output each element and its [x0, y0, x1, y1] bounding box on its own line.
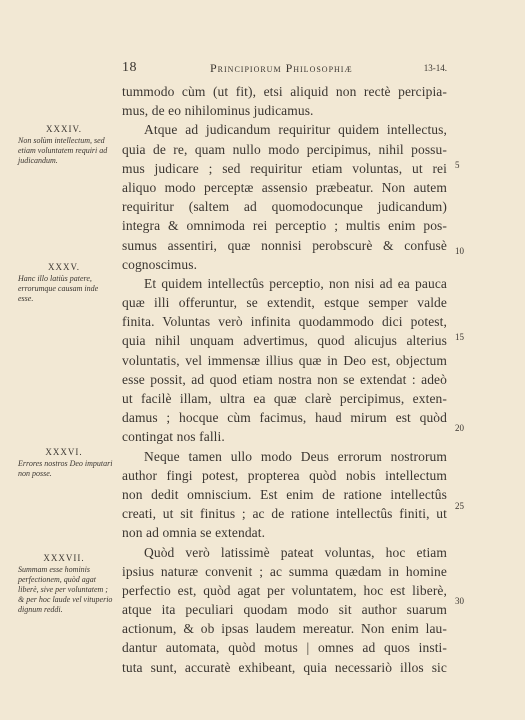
text-line: dantur automata, quòd motus | omnes ad quos insti- [122, 640, 447, 656]
line-number: 15 [455, 332, 464, 342]
text-line: Et quidem intellectûs perceptio, non nisi ad ea pauca [144, 275, 447, 291]
text-line: integra & omnimoda rei perceptio ; multis enim pos- [122, 218, 447, 234]
margin-note-text: Errores nostros Deo imputari non posse. [18, 459, 113, 478]
text-line: voluntatis, vel immensæ illius quæ in Deo est, objectum [122, 352, 447, 368]
text-line: non ad omnia se extendat. [122, 525, 266, 541]
margin-note-number: XXXVII. [43, 553, 85, 563]
margin-note-number: XXXVI. [45, 447, 83, 457]
page-header [122, 60, 447, 78]
text-line: tummodo cùm (ut fit), etsi aliquid non rectè percipia- [122, 84, 447, 99]
line-number: 5 [455, 160, 460, 170]
text-line: quia de re, quam nullo modo percipimus, nihil possu- [122, 141, 447, 157]
paragraph [122, 120, 447, 274]
text-line: damus ; hocque cùm facimus, haud mirum est quòd [122, 410, 447, 426]
text-line: esse possit, ad quod etiam nostra non se extendat : adeò [122, 371, 447, 387]
text-line: perfectio est, quòd agat per voluntatem, hoc est liberè, [122, 582, 447, 598]
line-number: 10 [455, 246, 464, 256]
margin-note-xxxvi [14, 447, 114, 479]
text-line: ipsius naturæ convenit ; ac summa quædam in homine [122, 563, 447, 579]
margin-note-text: Summam esse hominis perfectionem, quòd agat liberè, sive per voluntatem ; & per hoc laude vel vituperio dignum reddi. [18, 565, 113, 614]
text-line: cognoscimus. [122, 256, 198, 272]
text-line: mus judicare ; sed requiritur etiam voluntas, ut rei [122, 160, 447, 176]
paragraph [122, 82, 447, 120]
text-line: finita. Voluntas verò infinita quodammodo dici potest, [122, 314, 447, 330]
section-range: 13-14. [423, 63, 447, 73]
text-line: author fingi potest, propterea quòd nobis intellectum [122, 467, 447, 483]
text-line: requiritur (saltem ad quomodocunque judicandum) [122, 199, 447, 215]
margin-note-number: XXXV. [47, 262, 81, 272]
body-text [122, 82, 447, 677]
line-number: 30 [455, 596, 464, 606]
paragraph [122, 543, 447, 677]
paragraph [122, 274, 447, 447]
text-line: atque ita peculiari quodam modo sit author suarum [122, 602, 447, 618]
text-line: non dedit omniscium. Est enim de ratione intellectûs [122, 486, 447, 502]
line-number: 25 [455, 501, 464, 511]
margin-note-xxxv [14, 262, 114, 304]
margin-note-text: Non solùm intellectum, sed etiam voluntatem requiri ad judicandum. [18, 136, 108, 165]
margin-note-text: Hanc illo latiùs patere, errorumque causam inde esse. [18, 274, 99, 303]
paragraph [122, 447, 447, 543]
line-number: 20 [455, 423, 464, 433]
text-line: mus, de eo nihilominus judicamus. [122, 103, 314, 119]
text-line: sumus assentiri, quæ nonnisi perobscurè & confusè [122, 237, 447, 253]
text-line: actionum, & ob ipsas laudem mereatur. Non enim lau- [122, 621, 447, 637]
text-line: quæ illi offeruntur, se extendit, estque semper valde [122, 295, 447, 311]
text-line: creati, ut sit finitus ; ac de ratione intellectûs finiti, ut [122, 506, 447, 522]
text-line: contingat nos falli. [122, 429, 225, 445]
page-number: 18 [122, 60, 137, 75]
running-title: Principiorum Philosophiæ [210, 61, 353, 75]
text-line: quia nihil unquam advertimus, quod alicujus alterius [122, 333, 447, 349]
margin-note-xxxvii [14, 553, 114, 615]
text-line: Neque tamen ullo modo Deus errorum nostrorum [144, 448, 447, 464]
margin-note-xxxiv [14, 124, 114, 166]
text-line: Atque ad judicandum requiritur quidem intellectus, [144, 122, 447, 138]
text-line: aliquo modo perceptæ assensio præbeatur. Non autem [122, 179, 447, 195]
margin-note-number: XXXIV. [45, 124, 83, 134]
text-line: Quòd verò latissimè pateat voluntas, hoc etiam [144, 544, 447, 560]
text-line: tuta sunt, accuratè exhibeant, quia necessariò illos sic [122, 659, 447, 675]
text-line: ut facilè illam, ultra ea quæ clarè percipimus, exten- [122, 391, 447, 406]
